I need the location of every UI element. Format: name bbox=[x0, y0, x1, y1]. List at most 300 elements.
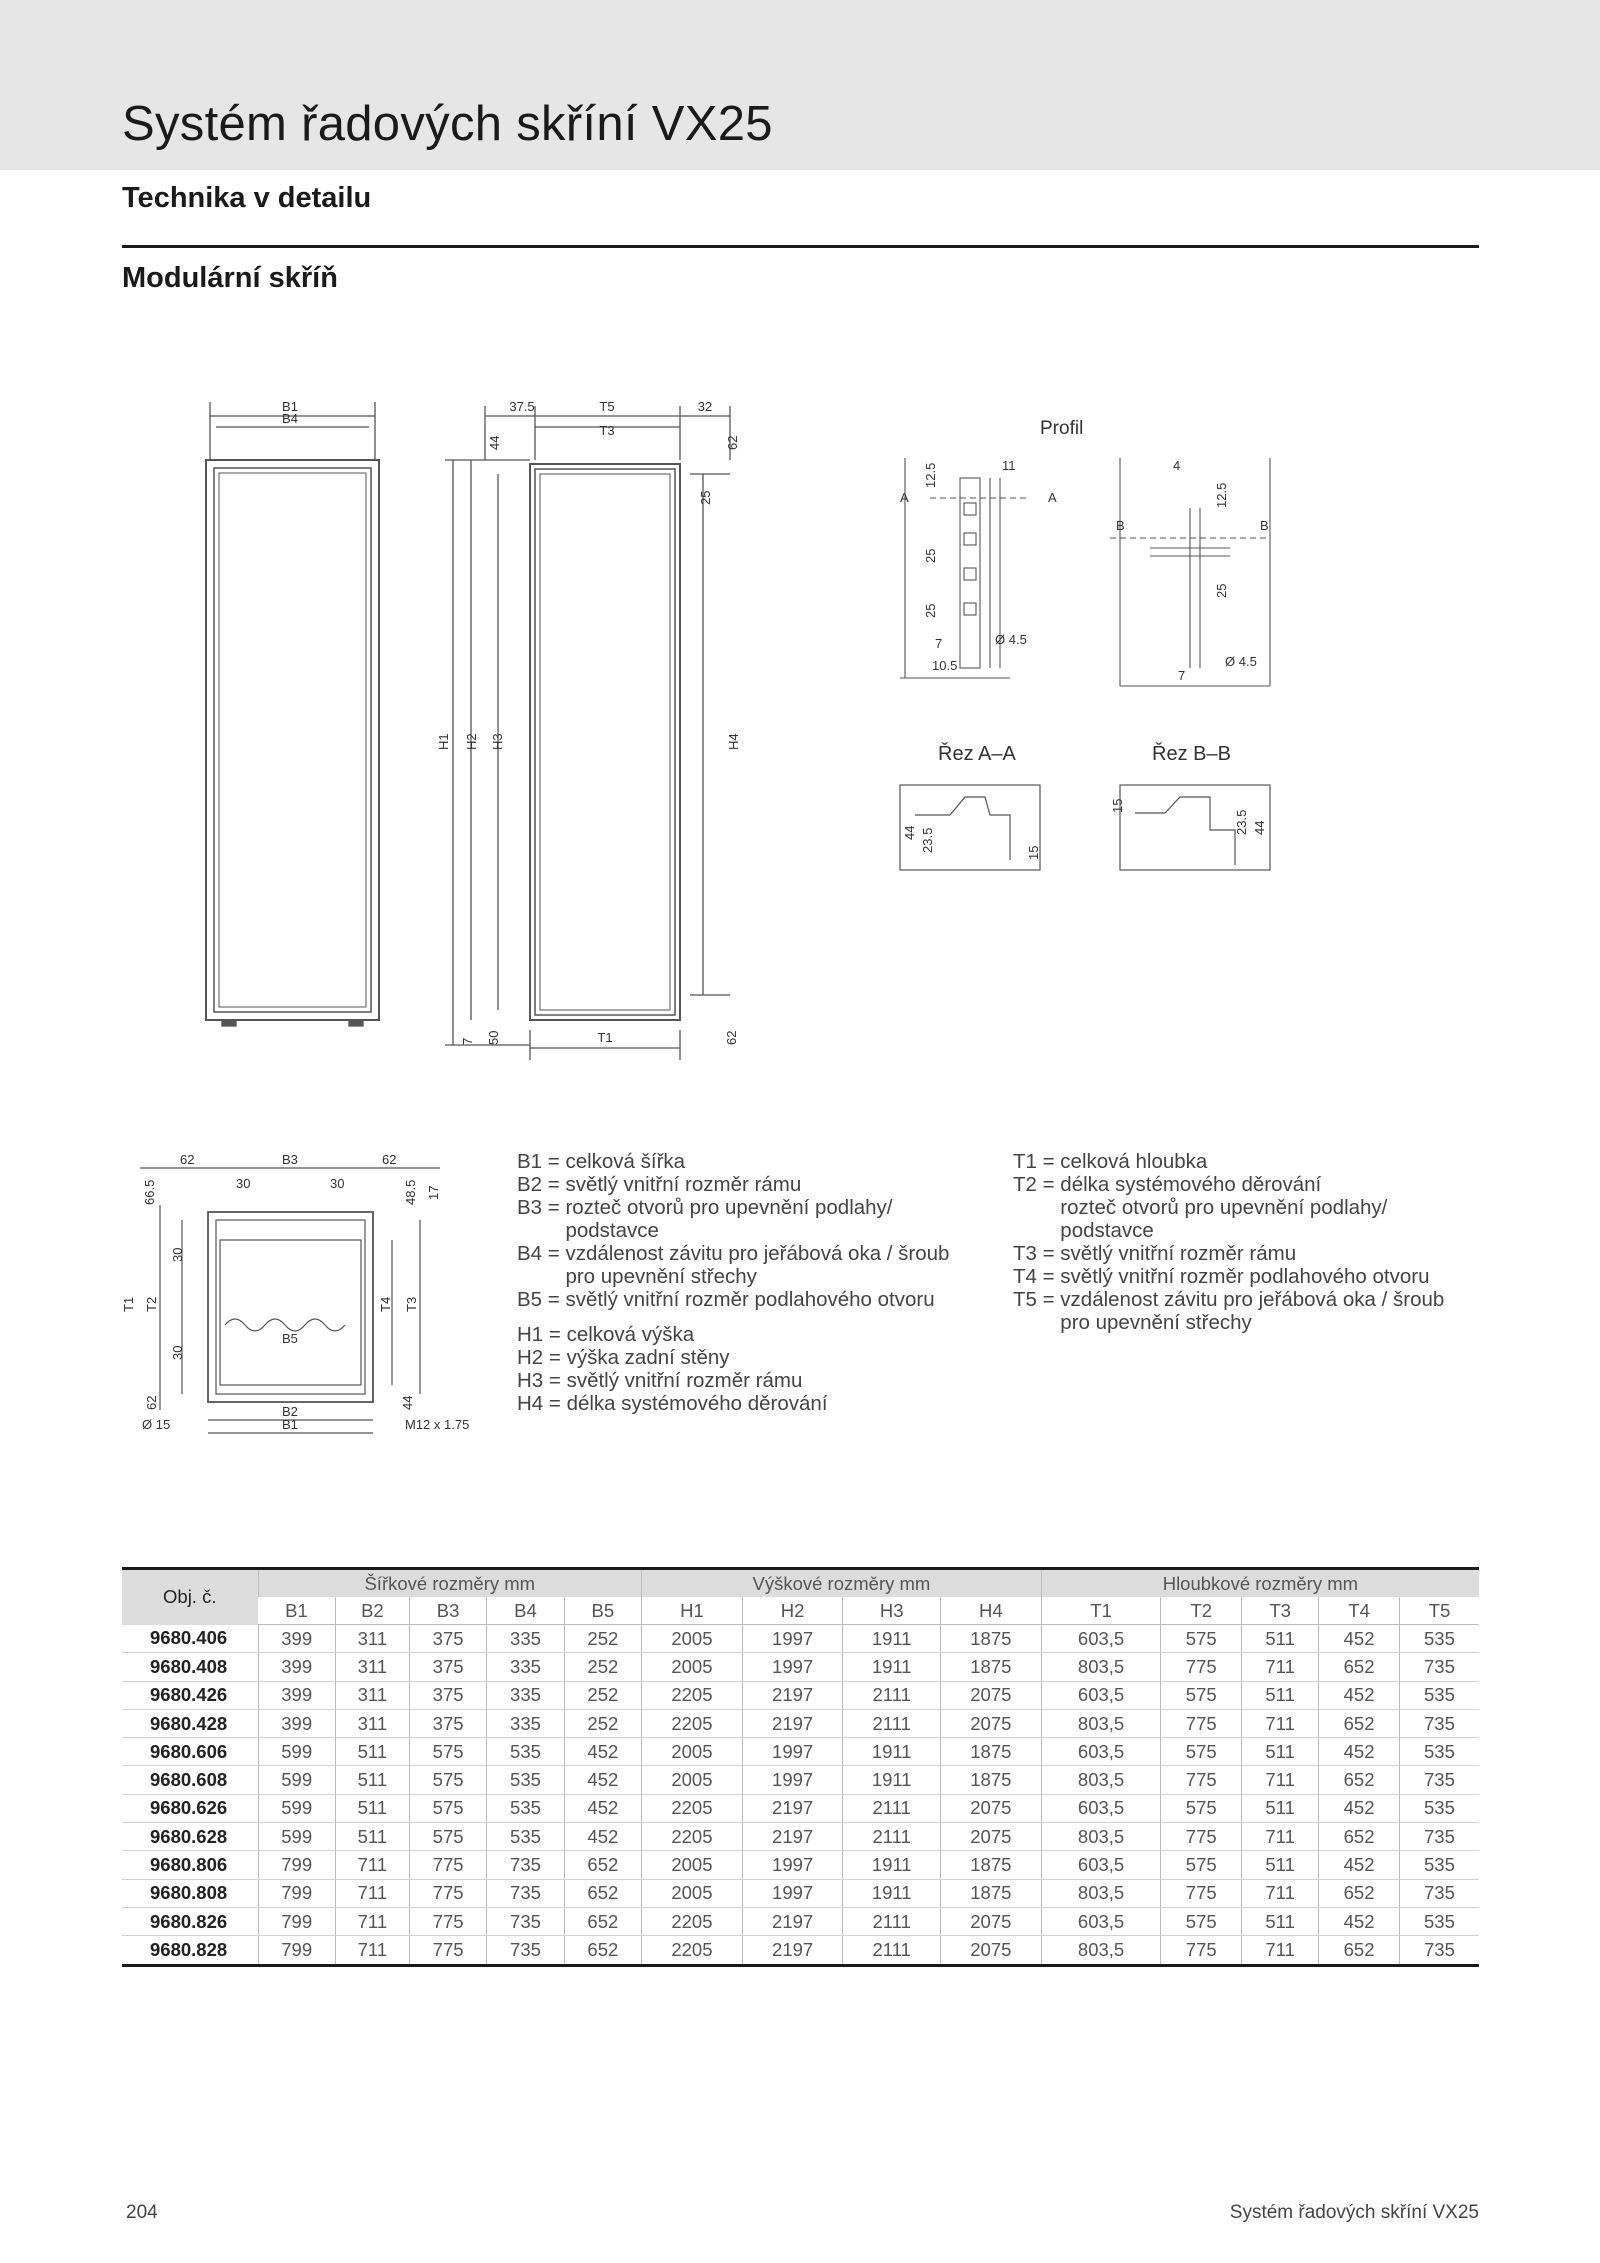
section-aa-label: Řez A–A bbox=[938, 743, 1016, 765]
page-subtitle: Technika v detailu bbox=[122, 182, 372, 214]
table-row bbox=[122, 1625, 1479, 1653]
legend-value bbox=[1060, 1242, 1296, 1265]
table-cell: 2197 bbox=[742, 1681, 843, 1709]
profil-4: 4 bbox=[1173, 458, 1181, 473]
legend-entry bbox=[517, 1288, 949, 1311]
column-header: H2 bbox=[742, 1597, 843, 1625]
table-cell: 575 bbox=[1161, 1794, 1242, 1822]
dim-44: 44 bbox=[487, 435, 502, 450]
legend-entry bbox=[517, 1369, 949, 1392]
table-cell: 735 bbox=[1399, 1823, 1479, 1851]
table-cell: 335 bbox=[487, 1681, 564, 1709]
table-cell: 652 bbox=[1319, 1709, 1400, 1737]
table-row bbox=[122, 1681, 1479, 1709]
table-cell: 575 bbox=[409, 1794, 486, 1822]
table-cell: 799 bbox=[258, 1907, 335, 1935]
table-cell: 375 bbox=[409, 1681, 486, 1709]
article-number: 9680.608 bbox=[122, 1766, 258, 1794]
table-cell: 2075 bbox=[940, 1794, 1041, 1822]
legend-entry bbox=[517, 1173, 949, 1196]
table-cell: 2205 bbox=[642, 1823, 743, 1851]
table-cell: 2205 bbox=[642, 1681, 743, 1709]
table-cell: 335 bbox=[487, 1709, 564, 1737]
table-cell: 799 bbox=[258, 1851, 335, 1879]
section-drawing bbox=[890, 735, 1290, 875]
legend-line: pro upevnění střechy bbox=[565, 1265, 757, 1288]
top-t1: T1 bbox=[121, 1296, 136, 1312]
table-cell: 775 bbox=[1161, 1936, 1242, 1965]
column-header: H4 bbox=[940, 1597, 1041, 1625]
legend-line: délka systémového děrování bbox=[1060, 1173, 1322, 1196]
table-row bbox=[122, 1879, 1479, 1907]
profil-b-7: 7 bbox=[1178, 668, 1186, 683]
table-cell: 1875 bbox=[940, 1625, 1041, 1653]
table-cell: 452 bbox=[1319, 1794, 1400, 1822]
table-cell: 775 bbox=[1161, 1766, 1242, 1794]
top-t4: T4 bbox=[378, 1296, 393, 1312]
table-cell: 711 bbox=[1242, 1653, 1319, 1681]
column-header: T4 bbox=[1319, 1597, 1400, 1625]
dim-62-bottom: 62 bbox=[724, 1030, 739, 1045]
dim-7: 7 bbox=[460, 1037, 475, 1045]
table-cell: 1911 bbox=[843, 1879, 940, 1907]
table-cell: 603,5 bbox=[1041, 1681, 1161, 1709]
legend-value bbox=[565, 1196, 892, 1242]
legend-line: podstavce bbox=[565, 1219, 659, 1242]
group-width-header: Šířkové rozměry mm bbox=[258, 1569, 642, 1598]
article-number: 9680.628 bbox=[122, 1823, 258, 1851]
table-cell: 2005 bbox=[642, 1879, 743, 1907]
table-cell: 735 bbox=[487, 1851, 564, 1879]
top-30-right: 30 bbox=[330, 1176, 345, 1191]
table-cell: 511 bbox=[335, 1738, 409, 1766]
table-row bbox=[122, 1851, 1479, 1879]
column-header: H1 bbox=[642, 1597, 743, 1625]
legend-line: světlý vnitřní rozměr podlahového otvoru bbox=[1060, 1265, 1430, 1288]
table-cell: 2205 bbox=[642, 1794, 743, 1822]
legend-entry bbox=[517, 1150, 949, 1173]
page-title: Systém řadových skříní VX25 bbox=[122, 97, 773, 151]
legend-line: celková výška bbox=[566, 1323, 695, 1346]
table-cell: 735 bbox=[1399, 1653, 1479, 1681]
table-cell: 652 bbox=[564, 1936, 641, 1965]
table-cell: 603,5 bbox=[1041, 1851, 1161, 1879]
table-cell: 711 bbox=[1242, 1879, 1319, 1907]
group-depth-header: Hloubkové rozměry mm bbox=[1041, 1569, 1479, 1598]
table-cell: 535 bbox=[487, 1794, 564, 1822]
profil-11: 11 bbox=[1002, 458, 1016, 473]
legend-key: H3 = bbox=[517, 1369, 567, 1392]
dim-b4: B4 bbox=[282, 411, 298, 426]
table-cell: 599 bbox=[258, 1823, 335, 1851]
table-cell: 652 bbox=[1319, 1936, 1400, 1965]
legend-key: B3 = bbox=[517, 1196, 566, 1219]
table-cell: 535 bbox=[1399, 1625, 1479, 1653]
legend-key: H4 = bbox=[517, 1392, 567, 1415]
table-row bbox=[122, 1738, 1479, 1766]
table-cell: 575 bbox=[1161, 1625, 1242, 1653]
legend-key: B4 = bbox=[517, 1242, 566, 1265]
table-cell: 599 bbox=[258, 1738, 335, 1766]
profil-b-hole: Ø 4.5 bbox=[1225, 654, 1257, 669]
profil-7: 7 bbox=[935, 636, 943, 651]
table-cell: 803,5 bbox=[1041, 1823, 1161, 1851]
dim-37-5: 37.5 bbox=[509, 399, 535, 414]
table-cell: 1875 bbox=[940, 1738, 1041, 1766]
legend-value bbox=[567, 1346, 730, 1369]
top-62-right: 62 bbox=[382, 1152, 397, 1167]
table-cell: 2205 bbox=[642, 1709, 743, 1737]
table-cell: 311 bbox=[335, 1653, 409, 1681]
table-cell: 311 bbox=[335, 1681, 409, 1709]
column-header: B4 bbox=[487, 1597, 564, 1625]
legend-key: H2 = bbox=[517, 1346, 567, 1369]
legend-line: pro upevnění střechy bbox=[1060, 1311, 1252, 1334]
table-cell: 1875 bbox=[940, 1851, 1041, 1879]
legend-entry bbox=[517, 1392, 949, 1415]
table-cell: 335 bbox=[487, 1625, 564, 1653]
legend-entry bbox=[1013, 1288, 1444, 1334]
table-cell: 1997 bbox=[742, 1766, 843, 1794]
table-cell: 711 bbox=[335, 1851, 409, 1879]
table-cell: 535 bbox=[1399, 1851, 1479, 1879]
table-cell: 1997 bbox=[742, 1879, 843, 1907]
table-cell: 603,5 bbox=[1041, 1625, 1161, 1653]
dim-62-top: 62 bbox=[725, 435, 740, 450]
profil-a-left: A bbox=[900, 490, 909, 505]
article-number: 9680.408 bbox=[122, 1653, 258, 1681]
table-cell: 252 bbox=[564, 1625, 641, 1653]
profil-25-a: 25 bbox=[923, 548, 938, 563]
article-number: 9680.606 bbox=[122, 1738, 258, 1766]
table-cell: 652 bbox=[1319, 1823, 1400, 1851]
table-cell: 375 bbox=[409, 1653, 486, 1681]
table-cell: 775 bbox=[1161, 1823, 1242, 1851]
table-cell: 711 bbox=[1242, 1709, 1319, 1737]
table-cell: 735 bbox=[1399, 1766, 1479, 1794]
profil-hole: Ø 4.5 bbox=[995, 632, 1027, 647]
table-cell: 735 bbox=[487, 1936, 564, 1965]
table-cell: 452 bbox=[564, 1738, 641, 1766]
legend-value bbox=[565, 1288, 934, 1311]
article-number: 9680.806 bbox=[122, 1851, 258, 1879]
legend-key: B2 = bbox=[517, 1173, 566, 1196]
table-cell: 735 bbox=[487, 1879, 564, 1907]
table-cell: 2197 bbox=[742, 1823, 843, 1851]
table-cell: 535 bbox=[1399, 1907, 1479, 1935]
article-number: 9680.406 bbox=[122, 1625, 258, 1653]
legend-line: vzdálenost závitu pro jeřábová oka / šroub bbox=[565, 1242, 950, 1265]
legend-left bbox=[517, 1150, 949, 1415]
table-cell: 2075 bbox=[940, 1936, 1041, 1965]
table-cell: 2005 bbox=[642, 1766, 743, 1794]
table-cell: 2205 bbox=[642, 1936, 743, 1965]
legend-right bbox=[1013, 1150, 1444, 1334]
legend-entry bbox=[517, 1323, 949, 1346]
table-cell: 2197 bbox=[742, 1907, 843, 1935]
table-cell: 399 bbox=[258, 1681, 335, 1709]
table-cell: 511 bbox=[1242, 1738, 1319, 1766]
legend-value bbox=[567, 1369, 803, 1392]
profil-25-b: 25 bbox=[923, 603, 938, 618]
table-cell: 2197 bbox=[742, 1709, 843, 1737]
table-cell: 311 bbox=[335, 1625, 409, 1653]
table-cell: 1997 bbox=[742, 1738, 843, 1766]
table-cell: 575 bbox=[1161, 1681, 1242, 1709]
top-30-left: 30 bbox=[236, 1176, 251, 1191]
table-cell: 603,5 bbox=[1041, 1907, 1161, 1935]
profil-a-right: A bbox=[1048, 490, 1057, 505]
dim-32: 32 bbox=[697, 399, 713, 414]
table-cell: 2197 bbox=[742, 1936, 843, 1965]
table-cell: 511 bbox=[335, 1766, 409, 1794]
table-row bbox=[122, 1823, 1479, 1851]
table-cell: 2005 bbox=[642, 1851, 743, 1879]
top-30-v1: 30 bbox=[170, 1247, 185, 1262]
legend-value bbox=[565, 1173, 801, 1196]
table-cell: 1911 bbox=[843, 1653, 940, 1681]
table-cell: 511 bbox=[335, 1823, 409, 1851]
table-cell: 735 bbox=[1399, 1879, 1479, 1907]
table-cell: 775 bbox=[1161, 1709, 1242, 1737]
table-cell: 575 bbox=[409, 1738, 486, 1766]
dim-50: 50 bbox=[486, 1030, 501, 1045]
table-cell: 803,5 bbox=[1041, 1653, 1161, 1681]
legend-value bbox=[1060, 1150, 1207, 1173]
table-row bbox=[122, 1936, 1479, 1965]
profil-b-right: B bbox=[1260, 518, 1269, 533]
dim-h4: H4 bbox=[726, 733, 741, 750]
legend-entry bbox=[517, 1196, 949, 1242]
top-62-left: 62 bbox=[180, 1152, 195, 1167]
legend-key: B1 = bbox=[517, 1150, 566, 1173]
table-cell: 2005 bbox=[642, 1653, 743, 1681]
table-cell: 799 bbox=[258, 1936, 335, 1965]
table-cell: 452 bbox=[564, 1794, 641, 1822]
table-cell: 599 bbox=[258, 1766, 335, 1794]
table-cell: 2205 bbox=[642, 1907, 743, 1935]
legend-value bbox=[565, 1242, 949, 1288]
table-cell: 2111 bbox=[843, 1823, 940, 1851]
obj-header: Obj. č. bbox=[122, 1569, 258, 1625]
top-t2: T2 bbox=[144, 1296, 159, 1312]
table-cell: 1911 bbox=[843, 1851, 940, 1879]
legend-key: T5 = bbox=[1013, 1288, 1061, 1311]
table-cell: 652 bbox=[1319, 1653, 1400, 1681]
header-rule bbox=[122, 245, 1479, 248]
legend-value bbox=[567, 1323, 695, 1346]
table-cell: 2075 bbox=[940, 1709, 1041, 1737]
legend-key: T1 = bbox=[1013, 1150, 1061, 1173]
legend-line: výška zadní stěny bbox=[566, 1346, 730, 1369]
table-cell: 711 bbox=[1242, 1936, 1319, 1965]
table-row bbox=[122, 1709, 1479, 1737]
legend-key: T3 = bbox=[1013, 1242, 1061, 1265]
table-cell: 535 bbox=[487, 1738, 564, 1766]
table-cell: 775 bbox=[1161, 1653, 1242, 1681]
table-cell: 775 bbox=[409, 1936, 486, 1965]
table-cell: 311 bbox=[335, 1709, 409, 1737]
top-view-drawing bbox=[120, 1150, 480, 1435]
dim-h1: H1 bbox=[436, 733, 451, 750]
table-cell: 575 bbox=[1161, 1907, 1242, 1935]
top-b2: B2 bbox=[282, 1404, 298, 1419]
table-cell: 711 bbox=[335, 1907, 409, 1935]
table-cell: 2111 bbox=[843, 1681, 940, 1709]
table-cell: 535 bbox=[1399, 1681, 1479, 1709]
article-number: 9680.426 bbox=[122, 1681, 258, 1709]
section-aa-15: 15 bbox=[1026, 845, 1041, 860]
table-cell: 2111 bbox=[843, 1907, 940, 1935]
column-header: T2 bbox=[1161, 1597, 1242, 1625]
legend-line: celková šířka bbox=[565, 1150, 686, 1173]
legend-entry bbox=[1013, 1265, 1444, 1288]
footer-running-title: Systém řadových skříní VX25 bbox=[1229, 2202, 1479, 2223]
article-number: 9680.626 bbox=[122, 1794, 258, 1822]
legend-line: podstavce bbox=[1060, 1219, 1154, 1242]
legend-value bbox=[565, 1150, 685, 1173]
dim-h2: H2 bbox=[464, 733, 479, 750]
table-cell: 735 bbox=[1399, 1936, 1479, 1965]
table-cell: 803,5 bbox=[1041, 1709, 1161, 1737]
table-cell: 652 bbox=[1319, 1766, 1400, 1794]
legend-entry bbox=[517, 1242, 949, 1288]
table-cell: 375 bbox=[409, 1625, 486, 1653]
table-cell: 1997 bbox=[742, 1653, 843, 1681]
article-number: 9680.826 bbox=[122, 1907, 258, 1935]
table-cell: 1997 bbox=[742, 1625, 843, 1653]
table-cell: 2075 bbox=[940, 1907, 1041, 1935]
table-cell: 452 bbox=[1319, 1851, 1400, 1879]
section-aa-44: 44 bbox=[902, 825, 917, 840]
table-cell: 452 bbox=[1319, 1625, 1400, 1653]
profil-b-left: B bbox=[1116, 518, 1125, 533]
section-bb-44: 44 bbox=[1252, 820, 1267, 835]
table-cell: 252 bbox=[564, 1709, 641, 1737]
column-header: T1 bbox=[1041, 1597, 1161, 1625]
legend-line: rozteč otvorů pro upevnění podlahy/ bbox=[565, 1196, 893, 1219]
table-cell: 775 bbox=[409, 1907, 486, 1935]
table-cell: 775 bbox=[409, 1851, 486, 1879]
top-hole: Ø 15 bbox=[142, 1417, 171, 1432]
top-17: 17 bbox=[426, 1185, 441, 1200]
table-cell: 803,5 bbox=[1041, 1936, 1161, 1965]
top-48-5: 48.5 bbox=[403, 1179, 418, 1205]
section-title: Modulární skříň bbox=[122, 262, 338, 294]
table-cell: 399 bbox=[258, 1709, 335, 1737]
dim-h3: H3 bbox=[490, 733, 505, 750]
table-cell: 535 bbox=[487, 1823, 564, 1851]
table-cell: 511 bbox=[1242, 1681, 1319, 1709]
group-height-header: Výškové rozměry mm bbox=[642, 1569, 1042, 1598]
table-cell: 1875 bbox=[940, 1653, 1041, 1681]
table-cell: 2075 bbox=[940, 1681, 1041, 1709]
dimensions-table bbox=[122, 1567, 1479, 1967]
article-number: 9680.808 bbox=[122, 1879, 258, 1907]
section-bb-label: Řez B–B bbox=[1152, 743, 1231, 765]
profil-12-5: 12.5 bbox=[923, 462, 938, 488]
table-cell: 452 bbox=[564, 1766, 641, 1794]
column-header: B5 bbox=[564, 1597, 641, 1625]
table-cell: 775 bbox=[409, 1879, 486, 1907]
table-cell: 1997 bbox=[742, 1851, 843, 1879]
table-cell: 803,5 bbox=[1041, 1766, 1161, 1794]
dim-t5: T5 bbox=[599, 399, 615, 414]
table-cell: 511 bbox=[1242, 1625, 1319, 1653]
column-header: T5 bbox=[1399, 1597, 1479, 1625]
column-header: B3 bbox=[409, 1597, 486, 1625]
front-side-drawing bbox=[190, 390, 760, 1065]
section-bb-15: 15 bbox=[1110, 798, 1125, 813]
table-cell: 452 bbox=[1319, 1738, 1400, 1766]
table-cell: 711 bbox=[335, 1936, 409, 1965]
legend-value bbox=[567, 1392, 828, 1415]
legend-key: H1 = bbox=[517, 1323, 567, 1346]
table-cell: 711 bbox=[335, 1879, 409, 1907]
dim-t3: T3 bbox=[599, 423, 615, 438]
table-cell: 2005 bbox=[642, 1738, 743, 1766]
legend-line: rozteč otvorů pro upevnění podlahy/ bbox=[1060, 1196, 1388, 1219]
table-cell: 511 bbox=[1242, 1907, 1319, 1935]
section-bb-23-5: 23.5 bbox=[1234, 809, 1249, 835]
dim-25: 25 bbox=[698, 490, 713, 505]
table-cell: 575 bbox=[1161, 1738, 1242, 1766]
table-cell: 252 bbox=[564, 1681, 641, 1709]
table-cell: 652 bbox=[564, 1851, 641, 1879]
table-cell: 1875 bbox=[940, 1766, 1041, 1794]
table-cell: 711 bbox=[1242, 1766, 1319, 1794]
column-header: B1 bbox=[258, 1597, 335, 1625]
table-cell: 399 bbox=[258, 1653, 335, 1681]
table-cell: 575 bbox=[409, 1823, 486, 1851]
legend-line: světlý vnitřní rozměr rámu bbox=[566, 1369, 803, 1392]
table-cell: 575 bbox=[409, 1766, 486, 1794]
table-cell: 575 bbox=[1161, 1851, 1242, 1879]
table-cell: 735 bbox=[1399, 1709, 1479, 1737]
table-cell: 652 bbox=[564, 1879, 641, 1907]
table-cell: 399 bbox=[258, 1625, 335, 1653]
table-cell: 803,5 bbox=[1041, 1879, 1161, 1907]
table-cell: 603,5 bbox=[1041, 1738, 1161, 1766]
legend-line: světlý vnitřní rozměr rámu bbox=[565, 1173, 802, 1196]
column-header: T3 bbox=[1242, 1597, 1319, 1625]
section-aa-23-5: 23.5 bbox=[920, 827, 935, 853]
top-30-v2: 30 bbox=[170, 1345, 185, 1360]
dim-b1: B1 bbox=[282, 399, 298, 414]
table-cell: 511 bbox=[335, 1794, 409, 1822]
legend-value bbox=[1060, 1265, 1429, 1288]
table-cell: 452 bbox=[564, 1823, 641, 1851]
top-t3: T3 bbox=[404, 1296, 419, 1312]
table-cell: 799 bbox=[258, 1879, 335, 1907]
table-cell: 375 bbox=[409, 1709, 486, 1737]
table-cell: 535 bbox=[487, 1766, 564, 1794]
article-number: 9680.428 bbox=[122, 1709, 258, 1737]
legend-line: celková hloubka bbox=[1060, 1150, 1208, 1173]
legend-line: světlý vnitřní rozměr rámu bbox=[1060, 1242, 1297, 1265]
legend-value bbox=[1060, 1288, 1444, 1334]
table-cell: 511 bbox=[1242, 1851, 1319, 1879]
legend-key: T2 = bbox=[1013, 1173, 1061, 1196]
table-cell: 652 bbox=[1319, 1879, 1400, 1907]
legend-key: T4 = bbox=[1013, 1265, 1061, 1288]
top-thread: M12 x 1.75 bbox=[405, 1417, 470, 1432]
table-cell: 1875 bbox=[940, 1879, 1041, 1907]
table-cell: 2111 bbox=[843, 1794, 940, 1822]
legend-entry bbox=[1013, 1173, 1444, 1242]
table-cell: 603,5 bbox=[1041, 1794, 1161, 1822]
legend-entry bbox=[1013, 1150, 1444, 1173]
